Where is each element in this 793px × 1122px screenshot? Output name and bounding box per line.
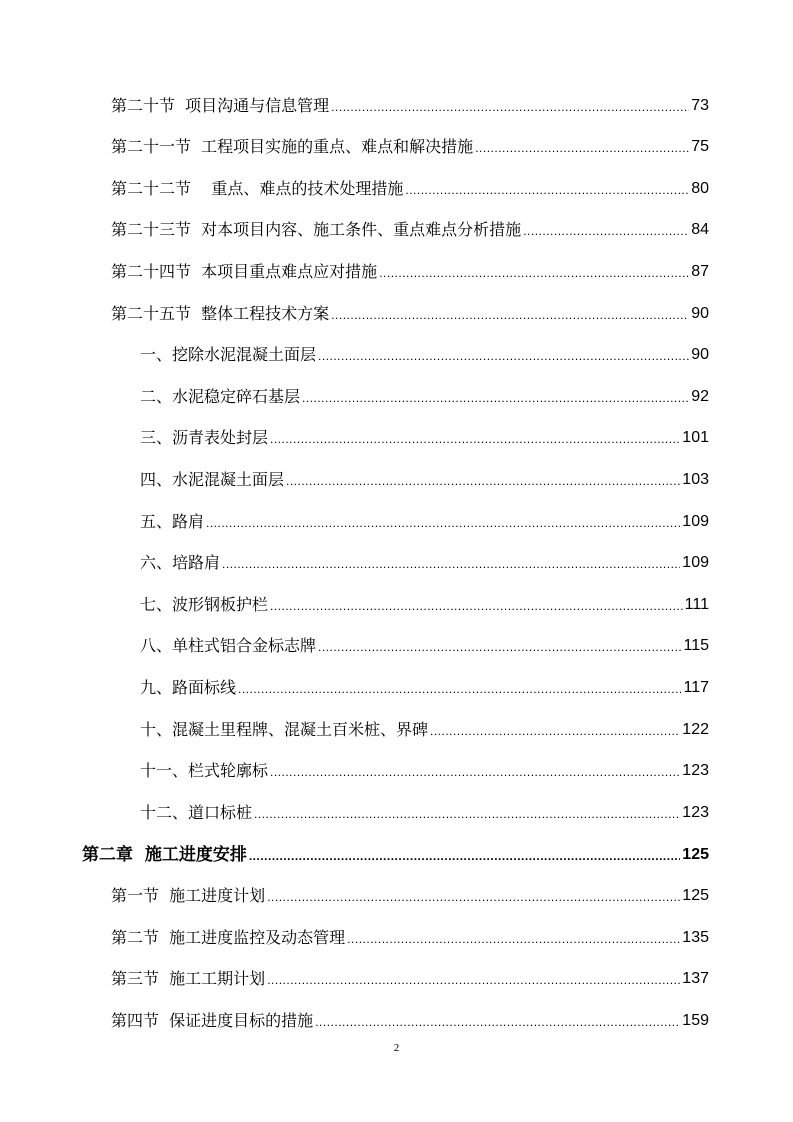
- toc-leader-dots: [331, 309, 689, 321]
- toc-leader-dots: [267, 974, 680, 986]
- toc-entry-page: 80: [691, 180, 709, 197]
- toc-entry-page: 125: [682, 846, 709, 863]
- toc-entry-title: 八、单柱式铝合金标志牌: [140, 636, 317, 655]
- toc-entry-title: 七、波形钢板护栏: [140, 595, 269, 614]
- toc-entry[interactable]: [111, 133, 709, 157]
- toc-entry-page: 90: [691, 305, 709, 322]
- toc-leader-dots: [523, 225, 689, 237]
- toc-chapter-entry[interactable]: [82, 841, 709, 865]
- toc-entry-page: 87: [691, 263, 709, 280]
- toc-entry-page: 125: [682, 887, 709, 904]
- toc-leader-dots: [286, 475, 680, 487]
- toc-entry[interactable]: [111, 300, 709, 324]
- toc-entry-page: 123: [682, 762, 709, 779]
- toc-entry-title: 第一节 施工进度计划: [111, 886, 266, 905]
- toc-entry-page: 84: [691, 221, 709, 238]
- toc-entry-page: 159: [682, 1012, 709, 1029]
- toc-entry[interactable]: [140, 757, 709, 781]
- toc-leader-dots: [318, 641, 681, 653]
- toc-entry-page: 135: [682, 929, 709, 946]
- toc-entry-title: 第二十一节 工程项目实施的重点、难点和解决措施: [111, 137, 474, 156]
- toc-entry-title: 第二十五节 整体工程技术方案: [111, 304, 330, 323]
- toc-entry-title: 第二十节 项目沟通与信息管理: [111, 96, 330, 115]
- page-number: 2: [393, 1042, 400, 1054]
- toc-entry[interactable]: [111, 216, 709, 240]
- toc-leader-dots: [254, 808, 680, 820]
- toc-entry-title: 六、培路肩: [140, 553, 221, 572]
- toc-entry[interactable]: [111, 258, 709, 282]
- toc-entry[interactable]: [140, 424, 709, 448]
- toc-entry[interactable]: [140, 799, 709, 823]
- toc-entry-title: 十一、栏式轮廓标: [140, 761, 269, 780]
- toc-entry[interactable]: [140, 383, 709, 407]
- toc-entry-page: 101: [682, 429, 709, 446]
- toc-entry[interactable]: [140, 466, 709, 490]
- toc-leader-dots: [430, 725, 680, 737]
- toc-entry-page: 117: [683, 679, 709, 696]
- toc-entry-title: 九、路面标线: [140, 678, 237, 697]
- toc-entry-page: 103: [682, 471, 709, 488]
- toc-entry-page: 123: [682, 804, 709, 821]
- toc-leader-dots: [238, 683, 681, 695]
- toc-entry[interactable]: [140, 591, 709, 615]
- toc-entry[interactable]: [140, 341, 709, 365]
- toc-leader-dots: [475, 142, 689, 154]
- toc-entry[interactable]: [111, 924, 709, 948]
- toc-leader-dots: [270, 600, 683, 612]
- toc-entry-page: 73: [691, 97, 709, 114]
- toc-entry-title: 一、挖除水泥混凝土面层: [140, 345, 317, 364]
- toc-entry-title: 二、水泥稳定碎石基层: [140, 387, 301, 406]
- toc-entry-title: 五、路肩: [140, 512, 205, 531]
- toc-entry-page: 90: [691, 346, 709, 363]
- toc-entry[interactable]: [111, 1007, 709, 1031]
- toc-leader-dots: [267, 891, 680, 903]
- toc-leader-dots: [315, 1016, 680, 1028]
- toc-leader-dots: [270, 433, 680, 445]
- toc-entry[interactable]: [111, 92, 709, 116]
- toc-entry-title: 第二十四节 本项目重点难点应对措施: [111, 262, 378, 281]
- toc-entry[interactable]: [140, 632, 709, 656]
- toc-entry-title: 第三节 施工工期计划: [111, 969, 266, 988]
- toc-entry-title: 第二节 施工进度监控及动态管理: [111, 928, 346, 947]
- toc-leader-dots: [302, 392, 689, 404]
- toc-leader-dots: [206, 517, 680, 529]
- toc-entry[interactable]: [111, 175, 709, 199]
- toc-entry-page: 122: [682, 721, 709, 738]
- toc-entry-title: 第二章 施工进度安排: [82, 845, 247, 865]
- toc-entry[interactable]: [111, 965, 709, 989]
- toc-entry[interactable]: [140, 716, 709, 740]
- toc-entry-page: 111: [684, 596, 709, 613]
- toc-entry-title: 三、沥青表处封层: [140, 428, 269, 447]
- toc-entry[interactable]: [140, 508, 709, 532]
- toc-leader-dots: [318, 350, 689, 362]
- toc-leader-dots: [270, 766, 680, 778]
- toc-leader-dots: [347, 933, 680, 945]
- toc-entry-title: 第二十三节 对本项目内容、施工条件、重点难点分析措施: [111, 220, 522, 239]
- toc-entry-title: 第四节 保证进度目标的措施: [111, 1011, 314, 1030]
- toc-entry-title: 十、混凝土里程牌、混凝土百米桩、界碑: [140, 720, 429, 739]
- toc-entry-page: 109: [682, 513, 709, 530]
- toc-entry[interactable]: [140, 549, 709, 573]
- toc-entry-page: 92: [691, 388, 709, 405]
- toc-entry[interactable]: [140, 674, 709, 698]
- toc-leader-dots: [222, 558, 680, 570]
- toc-entry-page: 75: [691, 138, 709, 155]
- toc-entry-page: 109: [682, 554, 709, 571]
- toc-entry-page: 115: [683, 637, 709, 654]
- toc-entry-title: 四、水泥混凝土面层: [140, 470, 285, 489]
- toc-leader-dots: [405, 184, 689, 196]
- toc-leader-dots: [331, 101, 689, 113]
- toc-leader-dots: [249, 850, 680, 862]
- toc-entry-title: 十二、道口标桩: [140, 803, 253, 822]
- toc-leader-dots: [379, 267, 689, 279]
- toc-entry[interactable]: [111, 882, 709, 906]
- toc-entry-title: 第二十二节 重点、难点的技术处理措施: [111, 179, 404, 198]
- toc-entry-page: 137: [682, 970, 709, 987]
